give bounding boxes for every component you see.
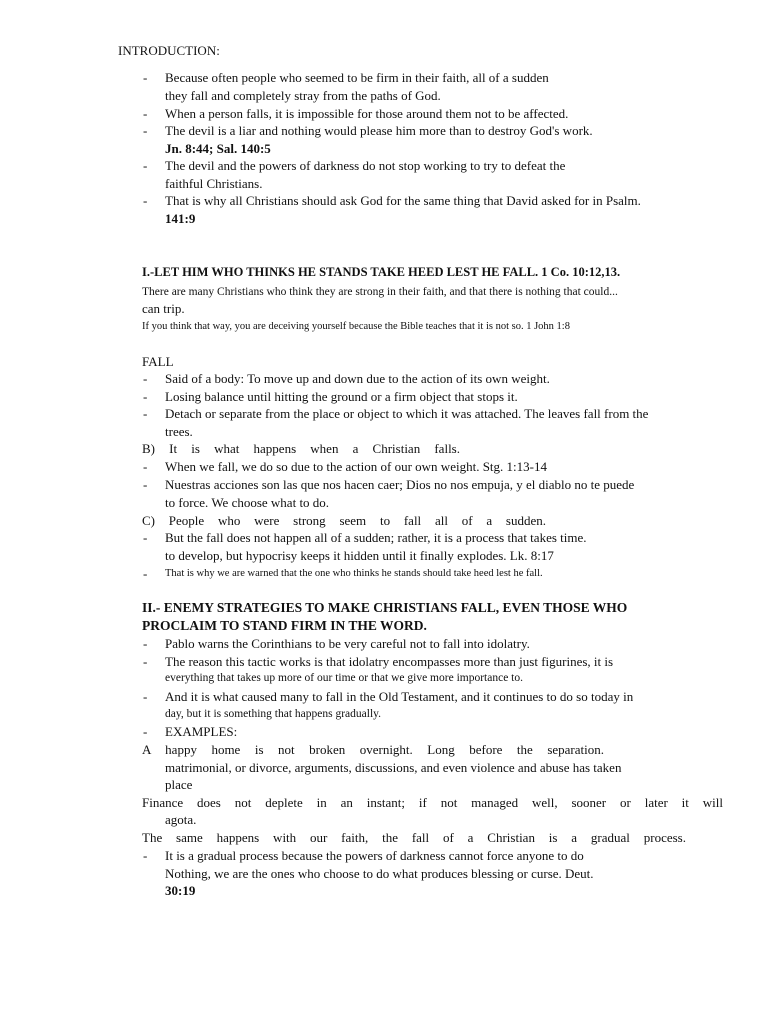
example-3: The same happens with our faith, the fall of a Christian is a gradual process. <box>142 830 686 845</box>
intro-line-1-cont: they fall and completely stray from the paths of God. <box>165 88 441 103</box>
section-2-point-1: Pablo warns the Corinthians to be very careful not to fall into idolatry. <box>165 636 530 651</box>
section-2-heading-cont: PROCLAIM TO STAND FIRM IN THE WORD. <box>142 618 427 633</box>
section-1-paragraph-1-cont: can trip. <box>142 301 185 316</box>
examples-label: EXAMPLES: <box>165 724 238 739</box>
section-1-heading: I.-LET HIM WHO THINKS HE STANDS TAKE HEED LEST HE FALL. 1 Co. 10:12,13. <box>142 265 621 279</box>
bullet-dash: - <box>143 566 148 581</box>
fall-point-c-heading: C) People who were strong seem to fall all of a sudden. <box>142 513 546 528</box>
intro-line-5: That is why all Christians should ask God for the same thing that David asked for in Psalm. <box>165 193 641 208</box>
fall-def-3: Detach or separate from the place or object to which it was attached. The leaves fall from the <box>165 406 649 421</box>
intro-line-2: When a person falls, it is impossible for those around them not to be affected. <box>165 106 569 121</box>
fall-point-c-1: But the fall does not happen all of a sudden; rather, it is a process that takes time. <box>165 530 587 545</box>
fall-point-b-1: When we fall, we do so due to the action of our own weight. Stg. 1:13-14 <box>165 459 547 474</box>
example-1-cont-2: place <box>165 777 193 792</box>
fall-def-1: Said of a body: To move up and down due to the action of its own weight. <box>165 371 550 386</box>
section-2-point-2: The reason this tactic works is that idolatry encompasses more than just figurines, it is <box>165 654 614 669</box>
bullet-dash: - <box>143 389 148 404</box>
intro-line-3: The devil is a liar and nothing would please him more than to destroy God's work. <box>165 123 593 138</box>
example-1-cont: matrimonial, or divorce, arguments, discussions, and even violence and abuse has taken <box>165 760 622 775</box>
example-2: Finance does not deplete in an instant; if not managed well, sooner or later it will <box>142 795 723 810</box>
bullet-dash: - <box>143 70 148 85</box>
section-2-heading: II.- ENEMY STRATEGIES TO MAKE CHRISTIANS FALL, EVEN THOSE WHO <box>142 600 628 615</box>
example-2-cont: agota. <box>165 812 197 827</box>
fall-title: FALL <box>142 354 174 369</box>
bullet-dash: - <box>143 158 148 173</box>
bullet-dash: - <box>143 406 148 421</box>
bullet-dash: - <box>143 636 148 651</box>
bullet-dash: - <box>143 477 148 492</box>
example-1: A happy home is not broken overnight. Long before the separation. <box>142 742 604 757</box>
intro-title: INTRODUCTION: <box>118 43 220 58</box>
intro-line-3-ref: Jn. 8:44; Sal. 140:5 <box>165 141 271 156</box>
intro-line-1: Because often people who seemed to be firm in their faith, all of a sudden <box>165 70 549 85</box>
section-2-point-3: And it is what caused many to fall in the Old Testament, and it continues to do so today in <box>165 689 634 704</box>
bullet-dash: - <box>143 848 148 863</box>
section-2-point-5-ref: 30:19 <box>165 883 196 898</box>
bullet-dash: - <box>143 371 148 386</box>
bullet-dash: - <box>143 654 148 669</box>
bullet-dash: - <box>143 724 148 739</box>
fall-def-3-cont: trees. <box>165 424 193 439</box>
bullet-dash: - <box>143 193 148 208</box>
fall-point-b-heading: B) It is what happens when a Christian falls. <box>142 441 460 456</box>
section-1-paragraph-2: If you think that way, you are deceiving yourself because the Bible teaches that it is not so. 1 John 1:8 <box>142 321 570 332</box>
fall-point-c-1-cont: to develop, but hypocrisy keeps it hidden until it finally explodes. Lk. 8:17 <box>165 548 554 563</box>
bullet-dash: - <box>143 530 148 545</box>
bullet-dash: - <box>143 106 148 121</box>
bullet-dash: - <box>143 689 148 704</box>
fall-point-c-2: That is why we are warned that the one who thinks he stands should take heed lest he fall. <box>165 568 543 579</box>
intro-line-4: The devil and the powers of darkness do not stop working to try to defeat the <box>165 158 566 173</box>
intro-line-4-cont: faithful Christians. <box>165 176 263 191</box>
section-2-point-3-cont: day, but it is something that happens gradually. <box>165 708 382 720</box>
section-2-point-5-cont: Nothing, we are the ones who choose to do what produces blessing or curse. Deut. <box>165 866 594 881</box>
section-1-paragraph-1: There are many Christians who think they are strong in their faith, and that there is nothing that could... <box>142 286 618 298</box>
bullet-dash: - <box>143 459 148 474</box>
bullet-dash: - <box>143 123 148 138</box>
intro-line-5-ref: 141:9 <box>165 211 196 226</box>
fall-def-2: Losing balance until hitting the ground or a firm object that stops it. <box>165 389 518 404</box>
fall-point-b-2-cont: to force. We choose what to do. <box>165 495 330 510</box>
section-2-point-2-cont: everything that takes up more of our time or that we give more importance to. <box>165 672 523 684</box>
fall-point-b-2: Nuestras acciones son las que nos hacen caer; Dios no nos empuja, y el diablo no te puede <box>165 477 635 492</box>
section-2-point-5: It is a gradual process because the powers of darkness cannot force anyone to do <box>165 848 584 863</box>
